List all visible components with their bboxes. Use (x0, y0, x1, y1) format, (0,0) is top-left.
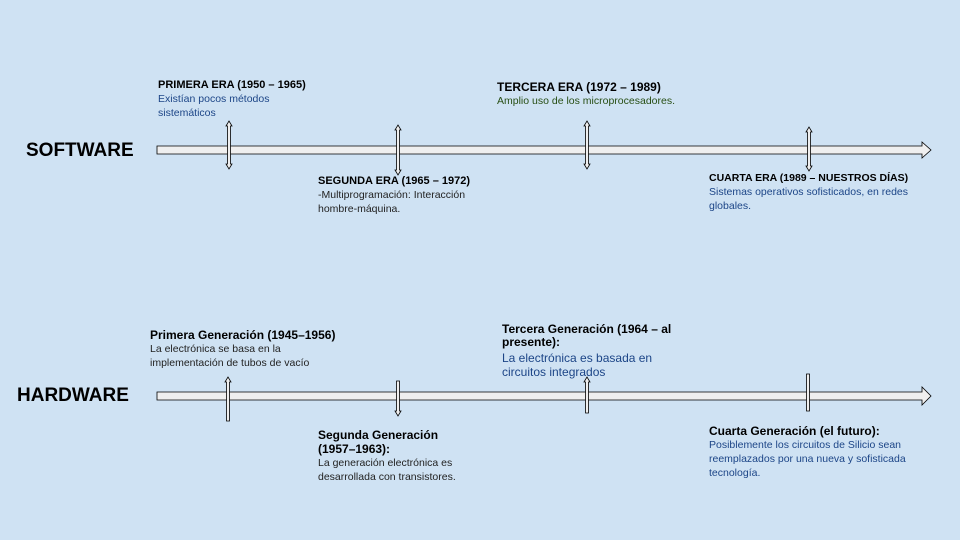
generation-title: Primera Generación (1945–1956) (150, 328, 336, 342)
era-description: -Multiprogramación: Interacción hombre-máquina. (318, 189, 466, 215)
era-title: PRIMERA ERA (1950 – 1965) (158, 79, 306, 91)
hardware-generation-3 (502, 323, 742, 379)
software-timeline-arrow (157, 142, 931, 158)
hardware-generation-1 (150, 328, 410, 370)
software-era-2 (318, 174, 518, 216)
generation-description: La electrónica se basa en la implementación de tubos de vacío (150, 343, 310, 369)
software-era-1 (158, 78, 378, 120)
hardware-label: HARDWARE (17, 385, 129, 406)
software-era-4 (709, 171, 949, 213)
generation-title: Segunda Generación (1957–1963): (318, 428, 439, 456)
era-title: CUARTA ERA (1989 – NUESTROS DÍAS) (709, 172, 909, 184)
generation-title: Tercera Generación (1964 – al presente): (502, 322, 672, 349)
software-era-3 (497, 80, 757, 108)
era-title: SEGUNDA ERA (1965 – 1972) (318, 175, 471, 187)
era-title: TERCERA ERA (1972 – 1989) (497, 80, 661, 94)
hardware-generation-4 (709, 424, 949, 480)
hardware-tick-4 (807, 374, 810, 411)
generation-description: La electrónica es basada en circuitos integrados (502, 351, 653, 379)
hardware-timeline-arrow (157, 387, 931, 405)
software-label: SOFTWARE (26, 140, 134, 161)
generation-title: Cuarta Generación (el futuro): (709, 424, 880, 438)
era-description: Sistemas operativos sofisticados, en redes globales. (709, 186, 909, 212)
hardware-generation-2 (318, 428, 518, 484)
era-description: Amplio uso de los microprocesadores. (497, 95, 675, 107)
generation-description: La generación electrónica es desarrollada con transistores. (318, 457, 456, 483)
era-description: Existían pocos métodos sistemáticos (158, 93, 270, 119)
software-tick-3 (584, 121, 590, 169)
software-tick-1 (226, 121, 232, 169)
generation-description: Posiblemente los circuitos de Silicio sean reemplazados por una nueva y sofisticada tecnología. (709, 439, 906, 479)
